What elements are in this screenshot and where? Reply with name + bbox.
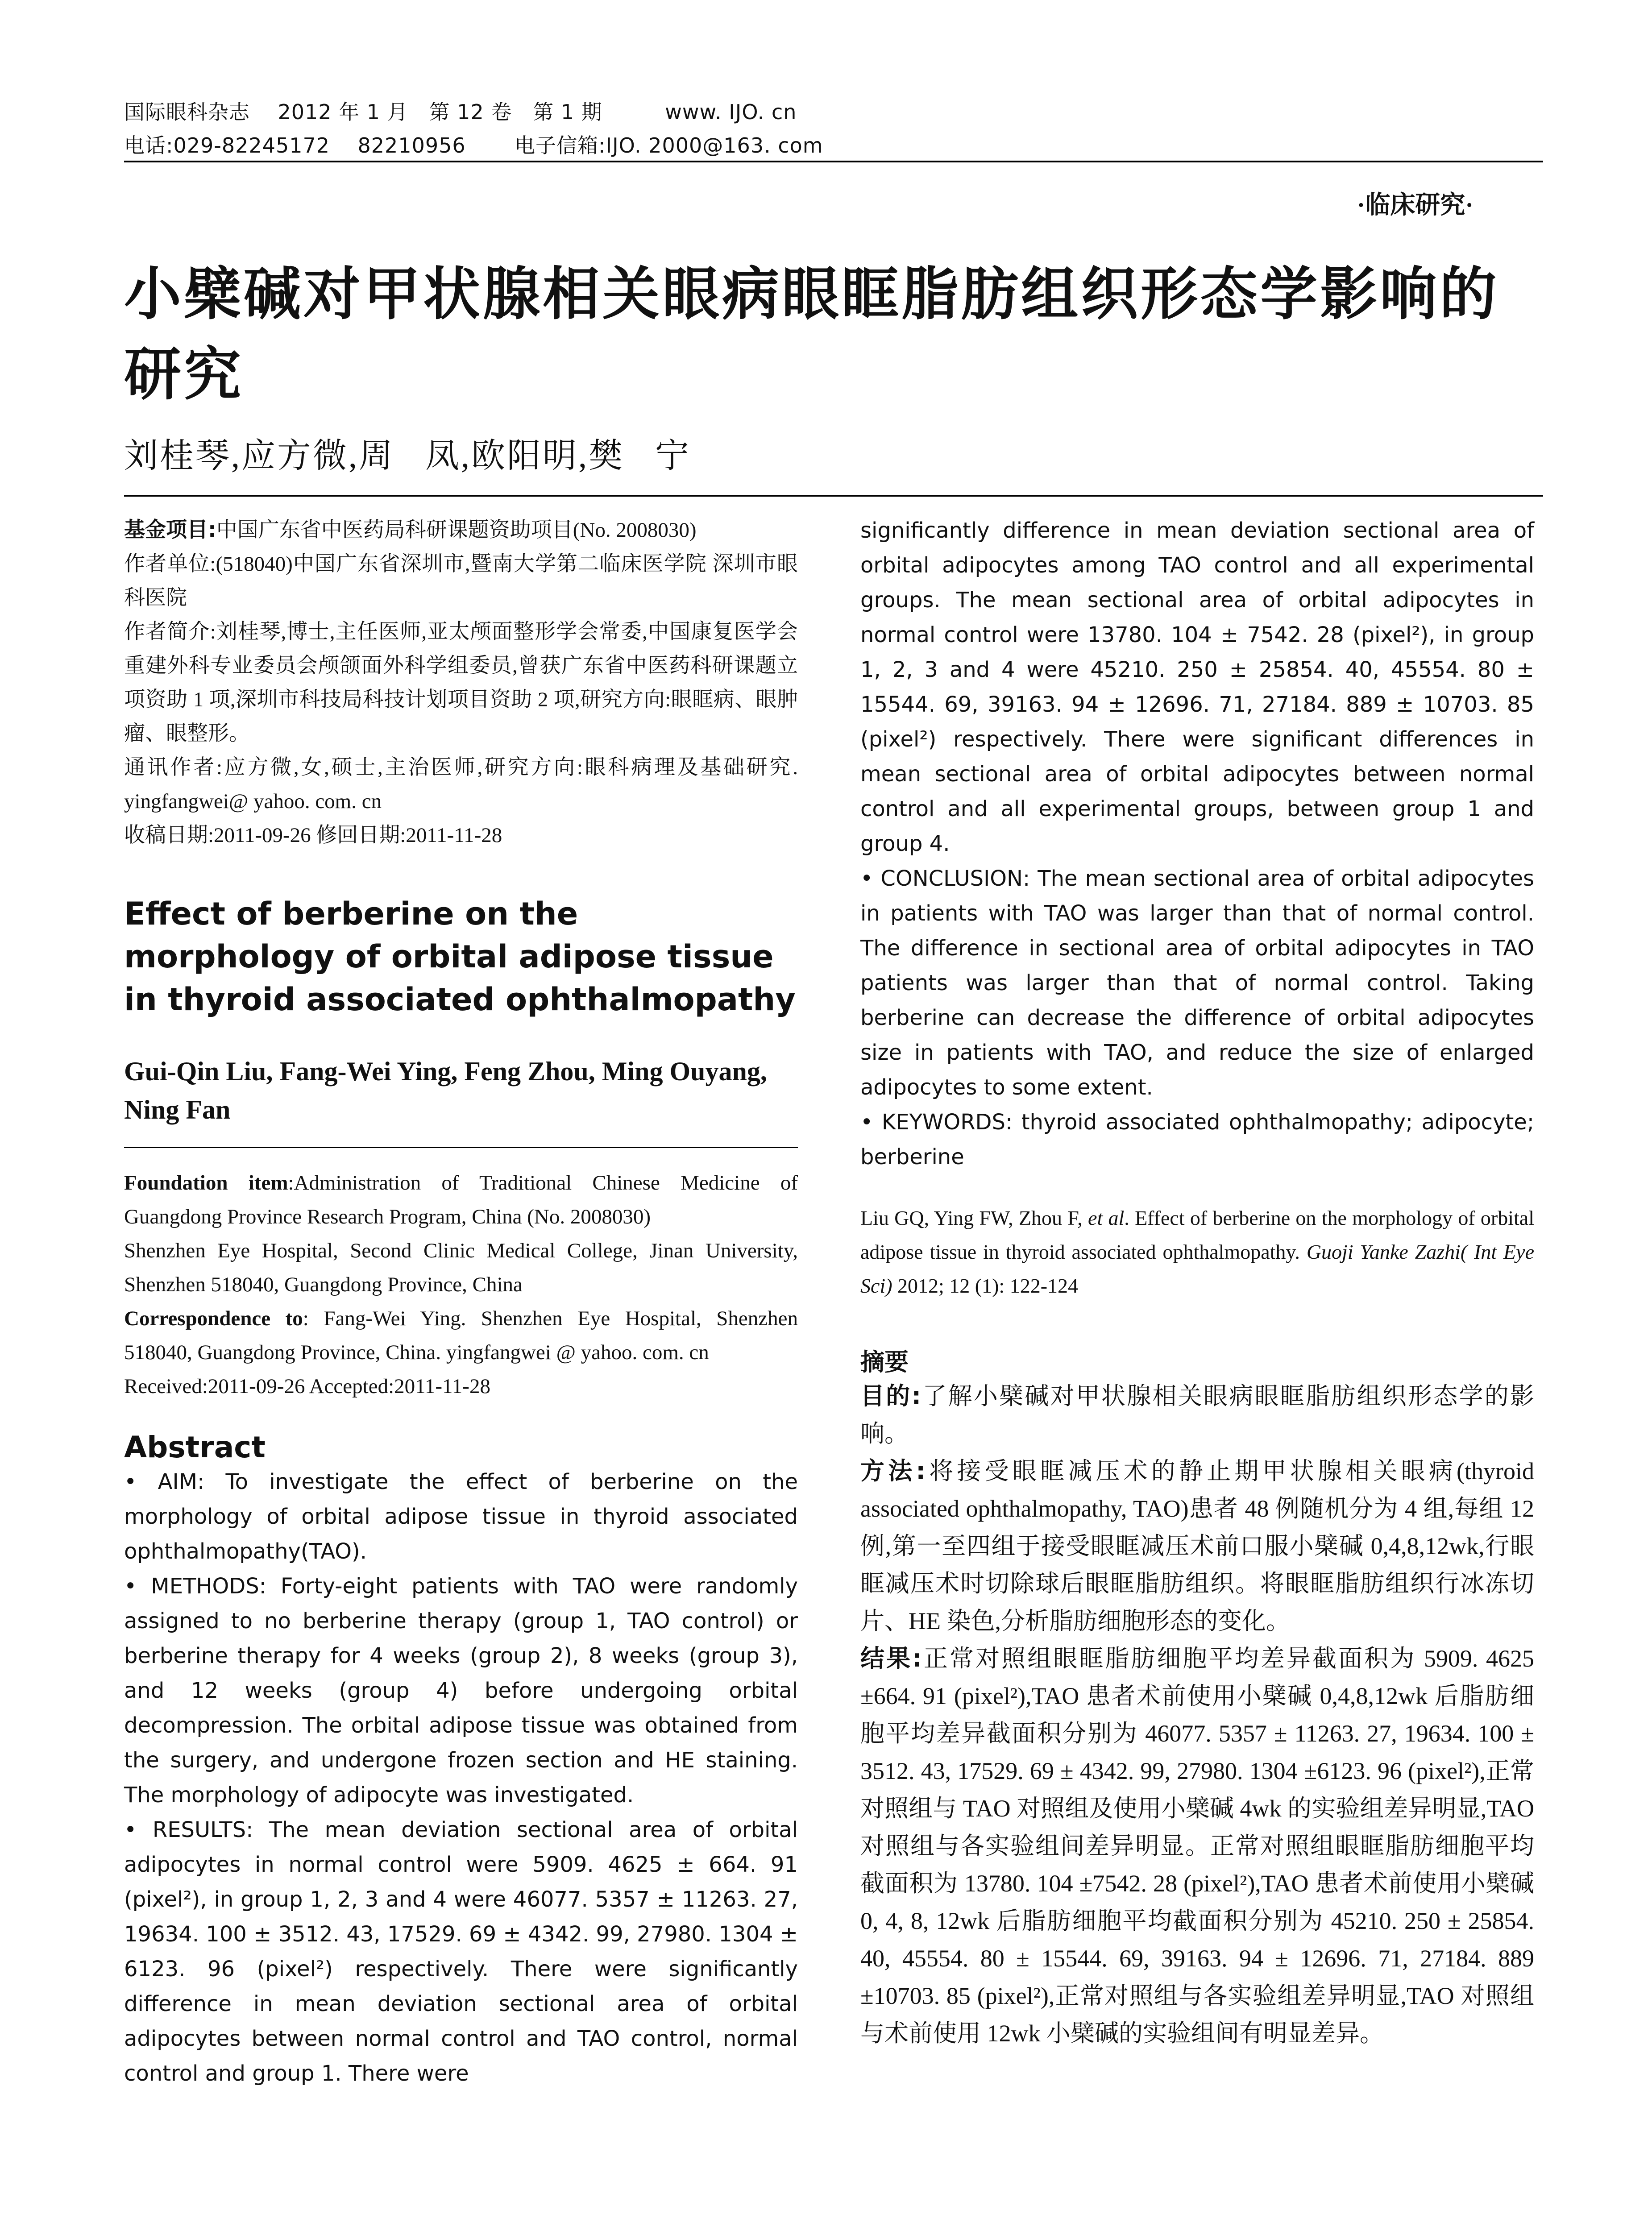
left-column (124, 513, 798, 2091)
zhaiyao-block (860, 1377, 1534, 2052)
zhaiyao-aim-label: 目的: (860, 1382, 921, 1410)
fund-text: 中国广东省中医药局科研课题资助项目(No. 2008030) (216, 518, 697, 542)
abstract-conclusion: • CONCLUSION: The mean sectional area of orbital adipocytes in patients with TAO was larger than that of normal control. The difference in sectional area of orbital adipocytes in TAO patients was larger than that of normal control. Taking berberine can decrease the difference of orbital adipocytes size in patients with TAO, and reduce the size of enlarged adipocytes to some extent. (860, 866, 1534, 1100)
zhaiyao-results (860, 1640, 1534, 2052)
abstract-left (124, 1464, 798, 2091)
dates-line: 收稿日期:2011-09-26 修回日期:2011-11-28 (124, 824, 502, 847)
citation-volume: 2012; 12 (1): 122-124 (892, 1274, 1079, 1297)
zhaiyao-methods-text: 将接受眼眶减压术的静止期甲状腺相关眼病(thyroid associated ophthalmopathy, TAO)患者 48 例随机分为 4 组,每组 12 例,第一至四组于接受眼眶减压术前口服小檗碱 0,4,8,12wk,行眼眶减压术时切除球后眼眶脂肪组织。将眼眶脂肪组织行冰冻切片、HE 染色,分析脂肪细胞形态的变化。 (860, 1458, 1534, 1634)
corr-line: 通讯作者:应方微,女,硕士,主治医师,研究方向:眼科病理及基础研究. yingfangwei@ yahoo. com. cn (124, 756, 798, 813)
fund-line (124, 513, 798, 547)
abstract-right (860, 513, 1534, 1174)
citation-authors: Liu GQ, Ying FW, Zhou F, (860, 1207, 1088, 1229)
authors-rule (124, 1147, 798, 1148)
correspondence-label: Correspondence to (124, 1307, 303, 1330)
affiliation-line: Shenzhen Eye Hospital, Second Clinic Medical College, Jinan University, Shenzhen 518040, Guangdong Province, China (124, 1239, 798, 1296)
abstract-keywords: • KEYWORDS: thyroid associated ophthalmopathy; adipocyte; berberine (860, 1110, 1534, 1169)
zhaiyao-methods (860, 1452, 1534, 1640)
zhaiyao-methods-label: 方法: (860, 1457, 926, 1485)
journal-header-line2: 电话:029-82245172 82210956 电子信箱:IJO. 2000@163. com (124, 133, 823, 158)
citation-block (860, 1201, 1534, 1303)
foundation-block (124, 1166, 798, 1403)
en-authors: Gui-Qin Liu, Fang-Wei Ying, Feng Zhou, Ming Ouyang, Ning Fan (124, 1057, 767, 1124)
abstract-aim: • AIM: To investigate the effect of berberine on the morphology of orbital adipose tissue in thyroid associated ophthalmopathy(TAO). (124, 1469, 798, 1564)
cn-title: 小檗碱对甲状腺相关眼病眼眶脂肪组织形态学影响的研究 (124, 261, 1500, 408)
header-rule (124, 161, 1543, 162)
received-line: Received:2011-09-26 Accepted:2011-11-28 (124, 1375, 490, 1398)
citation-line (860, 1201, 1534, 1303)
unit-line: 作者单位:(518040)中国广东省深圳市,暨南大学第二临床医学院 深圳市眼科医院 (124, 552, 798, 610)
zhaiyao-results-text: 正常对照组眼眶脂肪细胞平均差异截面积为 5909. 4625 ±664. 91 (pixel²),TAO 患者术前使用小檗碱 0,4,8,12wk 后脂肪细胞平均差异截面积分别为 46077. 5357 ± 11263. 27, 19634. 100 ± 3512. 43, 17529. 69 ± 4342. 99, 27980. 1304 ±6123. 96 (pixel²),正常对照组与 TAO 对照组及使用小檗碱 4wk 的实验组差异明显,TAO 对照组与各实验组间差异明显。正常对照组眼眶脂肪细胞平均截面积为 13780. 104 ±7542. 28 (pixel²),TAO 患者术前使用小檗碱 0, 4, 8, 12wk 后脂肪细胞平均截面积分别为 45210. 250 ± 25854. 40, 45554. 80 ± 15544. 69, 39163. 94 ± 12696. 71, 27184. 889 ±10703. 85 (pixel²),正常对照组与各实验组差异明显,TAO 对照组与术前使用 12wk 小檗碱的实验组间有明显差异。 (860, 1645, 1534, 2047)
correspondence-line (124, 1302, 798, 1369)
right-column (860, 513, 1534, 2052)
abstract-results: • RESULTS: The mean deviation sectional area of orbital adipocytes in normal control were 5909. 4625 ± 664. 91 (pixel²), in group 1, 2, 3 and 4 were 46077. 5357 ± 11263. 27, 19634. 100 ± 3512. 43, 17529. 69 ± 4342. 99, 27980. 1304 ± 6123. 96 (pixel²) respectively. There were significantly difference in mean deviation sectional area of orbital adipocytes between normal control and TAO control, normal control and group 1. There were (124, 1817, 798, 2086)
citation-title: . Effect of berberine on the morphology of orbital adipose tissue in thyroid associated ophthalmopathy. (860, 1207, 1534, 1263)
section-tag: ·临床研究· (1357, 191, 1474, 219)
zhaiyao-aim-text: 了解小檗碱对甲状腺相关眼病眼眶脂肪组织形态学的影响。 (860, 1383, 1534, 1447)
foundation-text: :Administration of Traditional Chinese Medicine of Guangdong Province Research Program, China (No. 2008030) (124, 1171, 798, 1228)
cn-meta-block (124, 513, 798, 852)
citation-journal: Guoji Yanke Zazhi( Int Eye Sci) (860, 1240, 1534, 1297)
en-title: Effect of berberine on the morphology of orbital adipose tissue in thyroid associated ophthalmopathy (124, 896, 796, 1018)
fund-label: 基金项目: (124, 518, 216, 542)
correspondence-text: : Fang-Wei Ying. Shenzhen Eye Hospital, Shenzhen 518040, Guangdong Province, China. yingfangwei @ yahoo. com. cn (124, 1307, 798, 1364)
title-rule (124, 495, 1543, 497)
zhaiyao-heading: 摘要 (860, 1348, 909, 1376)
zhaiyao-aim (860, 1377, 1534, 1452)
abstract-results-cont: significantly difference in mean deviation sectional area of orbital adipocytes among TAO control and all experimental groups. The mean sectional area of orbital adipocytes in normal control were 13780. 104 ± 7542. 28 (pixel²), in group 1, 2, 3 and 4 were 45210. 250 ± 25854. 40, 45554. 80 ± 15544. 69, 39163. 94 ± 12696. 71, 27184. 889 ± 10703. 85 (pixel²) respectively. There were significant differences in mean sectional area of orbital adipocytes between normal control and all experimental groups, between group 1 and group 4. (860, 518, 1534, 856)
journal-header-line1: 国际眼科杂志 2012 年 1 月 第 12 卷 第 1 期 www. IJO. cn (124, 100, 797, 124)
abstract-heading: Abstract (124, 1430, 266, 1464)
cn-authors: 刘桂琴,应方微,周 凤,欧阳明,樊 宁 (124, 437, 691, 475)
foundation-label: Foundation item (124, 1171, 288, 1194)
zhaiyao-results-label: 结果: (860, 1644, 922, 1672)
foundation-line (124, 1166, 798, 1234)
abstract-methods: • METHODS: Forty-eight patients with TAO were randomly assigned to no berberine therapy (group 1, TAO control) or berberine therapy for 4 weeks (group 2), 8 weeks (group 3), and 12 weeks (group 4) before undergoing orbital decompression. The orbital adipose tissue was obtained from the surgery, and undergone frozen section and HE staining. The morphology of adipocyte was investigated. (124, 1574, 798, 1808)
bio-line: 作者简介:刘桂琴,博士,主任医师,亚太颅面整形学会常委,中国康复医学会重建外科专业委员会颅颌面外科学组委员,曾获广东省中医药科研课题立项资助 1 项,深圳市科技局科技计划项目资助 2 项,研究方向:眼眶病、眼肿瘤、眼整形。 (124, 620, 798, 745)
citation-etal: et al (1088, 1207, 1125, 1229)
